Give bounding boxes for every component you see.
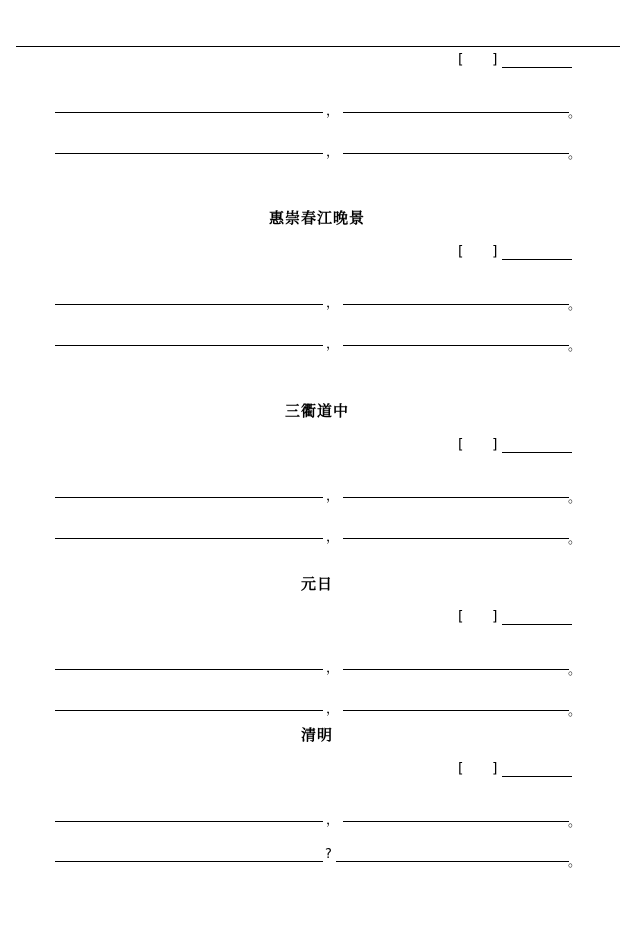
poem-line xyxy=(55,141,585,162)
fill-blank[interactable] xyxy=(343,538,569,539)
fill-blank[interactable] xyxy=(343,710,569,711)
bracket-close: ] xyxy=(492,52,498,68)
period: 。 xyxy=(568,147,582,162)
comma: ， xyxy=(326,702,340,717)
fill-blank[interactable] xyxy=(55,669,323,670)
poem-line xyxy=(55,847,585,870)
poem-line xyxy=(55,485,585,506)
period: 。 xyxy=(568,106,582,121)
bracket-close: ] xyxy=(492,609,498,625)
author-row xyxy=(456,609,576,627)
comma: ， xyxy=(326,530,340,545)
author-row xyxy=(456,761,576,779)
period: 。 xyxy=(568,663,582,678)
period: 。 xyxy=(568,704,582,719)
comma: ， xyxy=(326,296,340,311)
fill-blank[interactable] xyxy=(343,112,569,113)
fill-blank[interactable] xyxy=(55,112,323,113)
poem-line xyxy=(55,809,585,830)
comma: ， xyxy=(326,145,340,160)
author-blank[interactable] xyxy=(502,776,572,777)
bracket-open: [ xyxy=(458,52,464,68)
fill-blank[interactable] xyxy=(343,304,569,305)
fill-blank[interactable] xyxy=(55,345,323,346)
poem-line xyxy=(55,657,585,678)
bracket-close: ] xyxy=(492,437,498,453)
poem-title: 清明 xyxy=(300,726,333,744)
author-row xyxy=(456,437,576,455)
fill-blank[interactable] xyxy=(55,861,323,862)
comma: ， xyxy=(326,661,340,676)
fill-blank[interactable] xyxy=(55,821,323,822)
question-mark: ? xyxy=(325,847,332,862)
period: 。 xyxy=(568,815,582,830)
fill-blank[interactable] xyxy=(336,861,569,862)
author-blank[interactable] xyxy=(502,259,572,260)
fill-blank[interactable] xyxy=(55,304,323,305)
poem-line xyxy=(55,292,585,313)
fill-blank[interactable] xyxy=(55,497,323,498)
author-blank[interactable] xyxy=(502,67,572,68)
bracket-open: [ xyxy=(458,437,464,453)
bracket-close: ] xyxy=(492,761,498,777)
poem-line xyxy=(55,526,585,547)
comma: ， xyxy=(326,813,340,828)
bracket-open: [ xyxy=(458,244,464,260)
fill-blank[interactable] xyxy=(55,153,323,154)
period: 。 xyxy=(568,532,582,547)
author-blank[interactable] xyxy=(502,624,572,625)
bracket-close: ] xyxy=(492,244,498,260)
comma: ， xyxy=(326,337,340,352)
period: 。 xyxy=(568,491,582,506)
header-rule xyxy=(16,46,620,47)
bracket-open: [ xyxy=(458,609,464,625)
fill-blank[interactable] xyxy=(343,669,569,670)
fill-blank[interactable] xyxy=(343,497,569,498)
poem-line xyxy=(55,333,585,354)
period: 。 xyxy=(568,855,582,870)
period: 。 xyxy=(568,298,582,313)
fill-blank[interactable] xyxy=(343,821,569,822)
fill-blank[interactable] xyxy=(343,345,569,346)
author-row xyxy=(456,52,576,70)
comma: ， xyxy=(326,489,340,504)
bracket-open: [ xyxy=(458,761,464,777)
author-row xyxy=(456,244,576,262)
poem-line xyxy=(55,100,585,121)
period: 。 xyxy=(568,339,582,354)
poem-title: 惠崇春江晚景 xyxy=(268,209,365,227)
author-blank[interactable] xyxy=(502,452,572,453)
comma: ， xyxy=(326,104,340,119)
fill-blank[interactable] xyxy=(343,153,569,154)
fill-blank[interactable] xyxy=(55,538,323,539)
poem-title: 三衢道中 xyxy=(284,402,349,420)
poem-line xyxy=(55,698,585,719)
fill-blank[interactable] xyxy=(55,710,323,711)
poem-title: 元日 xyxy=(300,575,333,593)
